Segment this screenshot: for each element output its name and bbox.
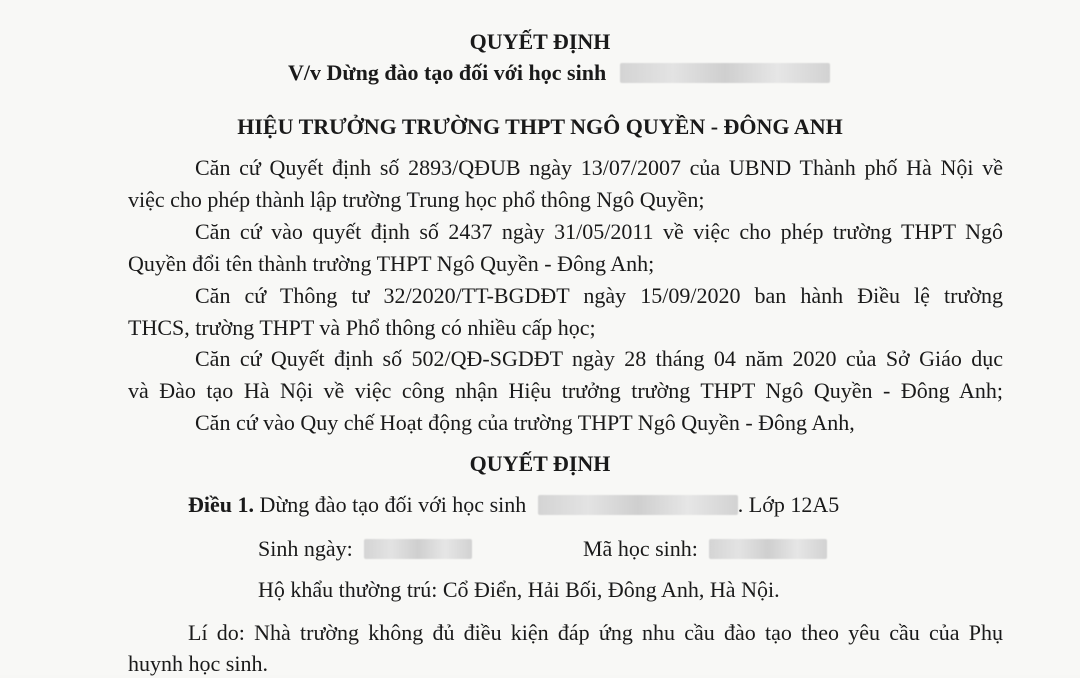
- basis-3-line-2: THCS, trường THPT và Phổ thông có nhiều cấp học;: [128, 315, 596, 340]
- document-title: QUYẾT ĐỊNH: [469, 29, 611, 54]
- redacted-student-name: [620, 63, 830, 83]
- basis-5-line-1: Căn cứ vào Quy chế Hoạt động của trường THPT Ngô Quyền - Đông Anh,: [195, 410, 855, 435]
- residence-line: Hộ khẩu thường trú: Cổ Điển, Hải Bối, Đông Anh, Hà Nội.: [258, 577, 780, 602]
- redacted-student-id: [709, 539, 827, 559]
- basis-2-line-1: Căn cứ vào quyết định số 2437 ngày 31/05/2011 về việc cho phép trường THPT Ngô: [195, 219, 1003, 244]
- basis-4-line-1: Căn cứ Quyết định số 502/QĐ-SGDĐT ngày 28 tháng 04 năm 2020 của Sở Giáo dục: [195, 346, 1003, 371]
- basis-3-line-1: Căn cứ Thông tư 32/2020/TT-BGDĐT ngày 15/09/2020 ban hành Điều lệ trường: [195, 283, 1003, 308]
- basis-1-line-1: Căn cứ Quyết định số 2893/QĐUB ngày 13/07/2007 của UBND Thành phố Hà Nội về: [195, 155, 1003, 180]
- decision-heading: QUYẾT ĐỊNH: [469, 451, 611, 476]
- reason-line-2: huynh học sinh.: [128, 651, 268, 676]
- dob-row: [258, 535, 472, 563]
- subject-text: V/v Dừng đào tạo đối với học sinh: [288, 60, 607, 85]
- basis-2-line-2: Quyền đổi tên thành trường THPT Ngô Quyền - Đông Anh;: [128, 251, 655, 276]
- article-1: [188, 491, 839, 519]
- student-id-row: [583, 535, 827, 563]
- reason-line-1: Lí do: Nhà trường không đủ điều kiện đáp ứng nhu cầu đào tạo theo yêu cầu của Phụ: [188, 620, 1003, 645]
- dob-label: Sinh ngày:: [258, 536, 353, 561]
- student-id-label: Mã học sinh:: [583, 536, 698, 561]
- basis-4-line-2: và Đào tạo Hà Nội về việc công nhận Hiệu trưởng trường THPT Ngô Quyền - Đông Anh;: [128, 378, 1003, 403]
- redacted-dob: [364, 539, 472, 559]
- basis-1-line-2: việc cho phép thành lập trường Trung học phổ thông Ngô Quyền;: [128, 187, 705, 212]
- document-subject: [288, 59, 830, 87]
- class-text: . Lớp 12A5: [737, 492, 840, 517]
- issuer-heading: HIỆU TRƯỞNG TRƯỜNG THPT NGÔ QUYỀN - ĐÔNG ANH: [237, 114, 843, 139]
- article-text: Dừng đào tạo đối với học sinh: [259, 492, 527, 517]
- article-label: Điều 1.: [188, 492, 254, 517]
- redacted-student-name-2: [538, 495, 738, 515]
